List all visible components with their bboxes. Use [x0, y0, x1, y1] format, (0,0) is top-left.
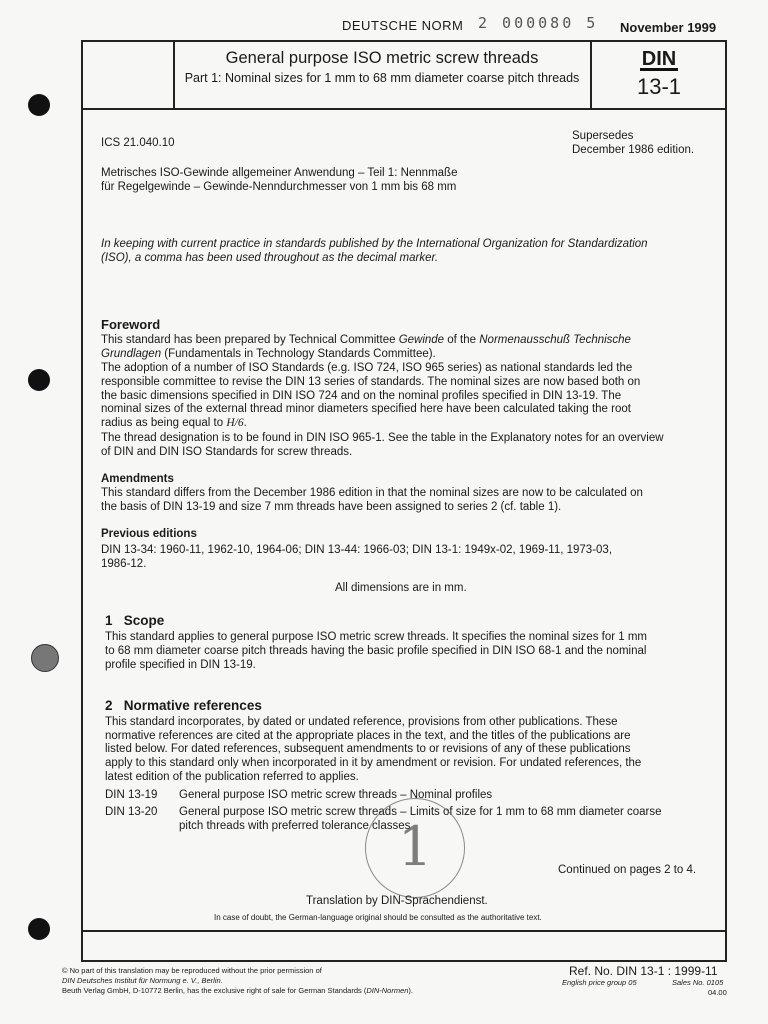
normative-text: apply to this standard only when incorporated in it by amendment or revision. For undated references, the — [105, 757, 642, 769]
reference-code: DIN 13-20 — [105, 806, 158, 818]
punch-hole — [28, 94, 50, 116]
reference-title: General purpose ISO metric screw threads – Nominal profiles — [179, 789, 493, 801]
foreword-paragraph: Grundlagen (Fundamentals in Technology Standards Committee). — [101, 348, 436, 360]
deutsche-norm-label: DEUTSCHE NORM — [342, 18, 464, 33]
amendments-heading: Amendments — [101, 473, 174, 485]
foreword-heading: Foreword — [101, 317, 161, 332]
supersedes-edition: December 1986 edition. — [572, 144, 695, 156]
din-number: 13-1 — [636, 74, 682, 99]
dimensions-note: All dimensions are in mm. — [335, 582, 467, 594]
foreword-paragraph: nominal sizes of the external thread minor diameters specified here have been calculated taking the root — [101, 403, 631, 415]
foreword-paragraph: The thread designation is to be found in DIN ISO 965-1. See the table in the Explanatory notes for an overview — [101, 432, 664, 444]
normative-references-heading: 2 Normative references — [105, 698, 262, 713]
scope-text: This standard applies to general purpose ISO metric screw threads. It specifies the nominal sizes for 1 mm — [105, 631, 648, 643]
copyright-line: © No part of this translation may be reproduced without the prior permission of — [62, 966, 322, 975]
foreword-paragraph: The adoption of a number of ISO Standards (e.g. ISO 724, ISO 965 series) as national standards led the — [101, 362, 633, 374]
library-stamp: 1 — [365, 798, 465, 898]
price-group: English price group 05 — [562, 978, 637, 987]
foreword-paragraph: the basic dimensions specified in DIN ISO 724 and on the nominal profiles specified in DIN 13-19. The — [101, 390, 622, 402]
previous-editions-text: 1986-12. — [101, 558, 147, 570]
decimal-note: (ISO), a comma has been used throughout as the decimal marker. — [101, 252, 439, 264]
previous-editions-heading: Previous editions — [101, 528, 197, 540]
reference-code: DIN 13-19 — [105, 789, 158, 801]
foreword-paragraph: responsible committee to revise the DIN 13 series of standards. The nominal sizes are now based both on — [101, 376, 641, 388]
reference-title: pitch threads with preferred tolerance classes — [179, 820, 411, 832]
publication-date: November 1999 — [620, 20, 717, 35]
title-block — [81, 40, 727, 110]
scope-heading: 1 Scope — [105, 613, 165, 628]
punch-hole — [31, 644, 59, 672]
doubt-note: In case of doubt, the German-language original should be consulted as the authoritative text. — [214, 913, 542, 922]
amendments-text: the basis of DIN 13-19 and size 7 mm threads have been assigned to series 2 (cf. table 1). — [101, 501, 562, 513]
stamp-number: 2 000080 5 — [478, 14, 599, 32]
reference-title: General purpose ISO metric screw threads – Limits of size for 1 mm to 68 mm diameter coarse — [179, 806, 662, 818]
german-title-line: Metrisches ISO-Gewinde allgemeiner Anwendung – Teil 1: Nennmaße — [101, 167, 458, 179]
document-subtitle: Part 1: Nominal sizes for 1 mm to 68 mm diameter coarse pitch threads — [184, 71, 580, 85]
translation-note: Translation by DIN-Sprachendienst. — [306, 895, 488, 907]
footer-box — [81, 930, 727, 962]
edition-code: 04.00 — [708, 988, 727, 997]
foreword-paragraph: radius as being equal to H/6. — [101, 417, 247, 429]
din-label: DIN — [641, 48, 677, 70]
foreword-paragraph: This standard has been prepared by Technical Committee Gewinde of the Normenausschuß Technische — [101, 334, 631, 346]
normative-text: listed below. For dated references, subsequent amendments to or revisions of any of these publications — [105, 743, 631, 755]
punch-hole — [28, 369, 50, 391]
ics-code: ICS 21.040.10 — [101, 137, 175, 149]
supersedes-label: Supersedes — [572, 130, 634, 142]
copyright-line: DIN Deutsches Institut für Normung e. V., Berlin. — [62, 976, 223, 985]
reference-number: Ref. No. DIN 13-1 : 1999-11 — [569, 964, 718, 978]
punch-hole — [28, 918, 50, 940]
continued-note: Continued on pages 2 to 4. — [558, 864, 697, 876]
normative-text: This standard incorporates, by dated or undated reference, provisions from other publications. These — [105, 716, 618, 728]
normative-text: latest edition of the publication referred to applies. — [105, 771, 359, 783]
german-title-line: für Regelgewinde – Gewinde-Nenndurchmesser von 1 mm bis 68 mm — [101, 181, 457, 193]
document-title: General purpose ISO metric screw threads — [225, 49, 539, 67]
copyright-line: Beuth Verlag GmbH, D-10772 Berlin, has the exclusive right of sale for German Standards (DIN-Normen). — [62, 986, 414, 995]
normative-text: normative references are cited at the appropriate places in the text, and the titles of the publications are — [105, 730, 631, 742]
sales-number: Sales No. 0105 — [672, 978, 724, 987]
foreword-paragraph: of DIN and DIN ISO Standards for screw threads. — [101, 446, 353, 458]
scope-text: profile specified in DIN 13-19. — [105, 659, 256, 671]
decimal-note: In keeping with current practice in standards published by the International Organization for Standardization — [101, 238, 648, 250]
amendments-text: This standard differs from the December 1986 edition in that the nominal sizes are now to be calculated on — [101, 487, 643, 499]
previous-editions-text: DIN 13-34: 1960-11, 1962-10, 1964-06; DIN 13-44: 1966-03; DIN 13-1: 1949x-02, 1969-11, 1973-03, — [101, 544, 613, 556]
scope-text: to 68 mm diameter coarse pitch threads having the basic profile specified in DIN ISO 68-1 and the nominal — [105, 645, 647, 657]
